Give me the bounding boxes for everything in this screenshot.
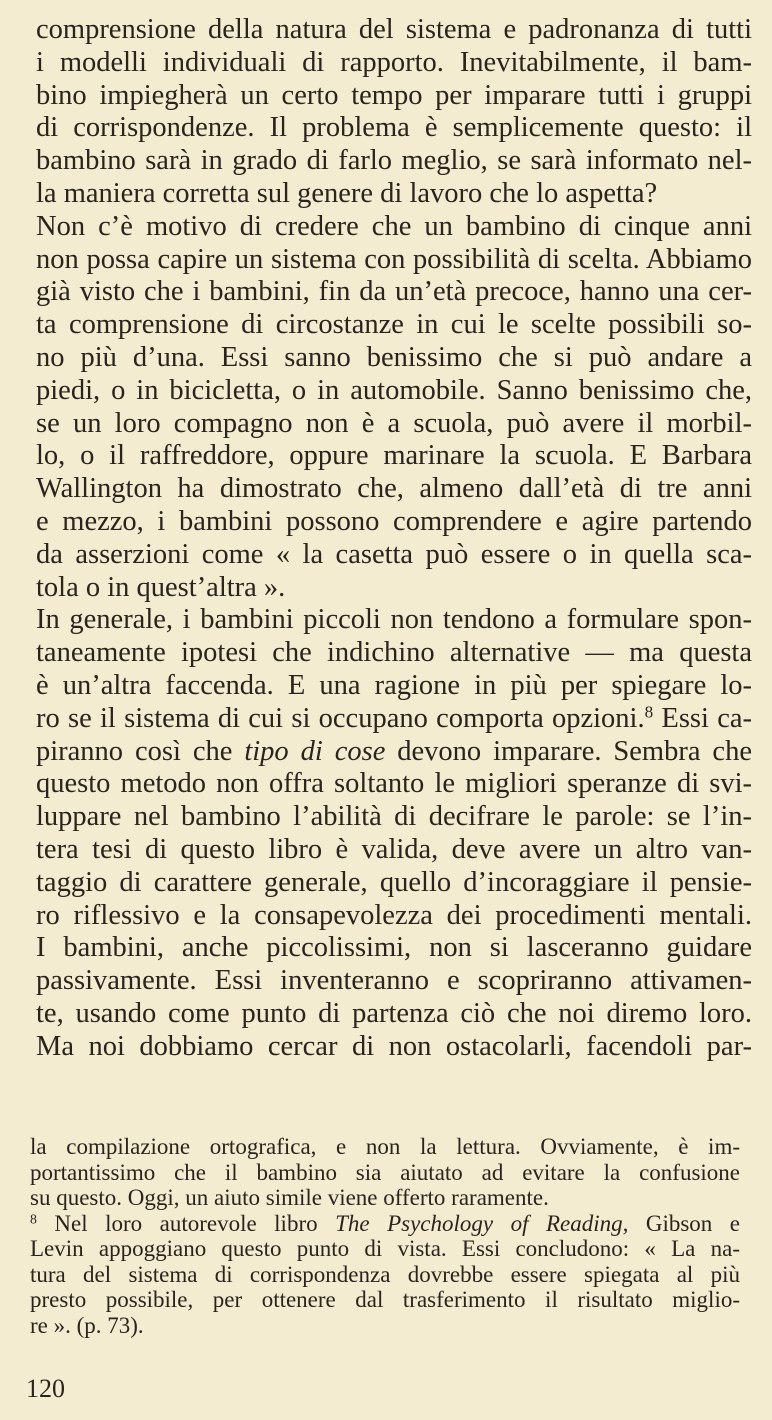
- line-text: e mezzo, i bambini possono comprendere e agire partendo: [36, 505, 752, 537]
- line-text: di corrispondenze. Il problema è semplicemente questo: il: [36, 112, 752, 144]
- text-line: [36, 112, 752, 145]
- line-text: portantissimo che il bambino sia aiutato ad evitare la confusione: [30, 1159, 740, 1185]
- line-text: Essi ca-: [653, 702, 752, 734]
- footnote-line: [30, 1287, 740, 1313]
- footnotes: [30, 1134, 740, 1338]
- text-line: [36, 867, 752, 900]
- line-text: te, usando come punto di partenza ciò che noi diremo loro.: [36, 997, 752, 1029]
- line-text: da asserzioni come « la casetta può essere o in quella sca-: [36, 538, 752, 570]
- line-text: re ». (p. 73).: [30, 1312, 144, 1338]
- line-text: piranno così che: [36, 735, 245, 767]
- line-text: bino impiegherà un certo tempo per imparare tutti i gruppi: [36, 79, 752, 111]
- line-text: già visto che i bambini, fin da un’età precoce, hanno una cer-: [36, 276, 752, 308]
- line-text: tura del sistema di corrispondenza dovrebbe essere spiegata al più: [30, 1261, 740, 1287]
- text-line: [36, 80, 752, 113]
- italic-phrase: tipo di cose: [244, 735, 386, 767]
- text-line: [36, 244, 752, 277]
- footnote-line: [30, 1211, 740, 1237]
- text-line: [36, 932, 752, 965]
- line-text: Gibson e: [628, 1210, 740, 1236]
- footnote-line: [30, 1236, 740, 1262]
- footnote-line: [30, 1185, 740, 1211]
- line-text: passivamente. Essi inventeranno e scopriranno attivamen-: [36, 965, 752, 997]
- footnote-line: [30, 1160, 740, 1186]
- line-text: la maniera corretta sul genere di lavoro che lo aspetta?: [36, 177, 658, 209]
- text-line: [36, 342, 752, 375]
- text-line: [36, 408, 752, 441]
- line-text: presto possibile, per ottenere dal trasferimento il risultato miglio-: [30, 1287, 740, 1312]
- text-line: [36, 506, 752, 539]
- line-text: taggio di carattere generale, quello d’incoraggiare il pensie-: [36, 866, 752, 898]
- line-text: In generale, i bambini piccoli non tendono a formulare spon-: [36, 604, 752, 636]
- text-line: [36, 211, 752, 244]
- text-line: [36, 14, 752, 47]
- line-text: no più d’una. Essi sanno benissimo che si può andare a: [36, 341, 752, 373]
- line-text: la compilazione ortografica, e non la lettura. Ovviamente, è im-: [30, 1134, 740, 1159]
- text-line: [36, 572, 752, 605]
- footnote-line: [30, 1313, 740, 1339]
- text-line: [36, 440, 752, 473]
- line-text: Non c’è motivo di credere che un bambino di cinque anni: [36, 210, 752, 242]
- text-line: [36, 834, 752, 867]
- text-line: [36, 801, 752, 834]
- line-text: se un loro compagno non è a scuola, può avere il morbil-: [36, 407, 752, 439]
- text-line: [36, 703, 752, 736]
- text-line: [36, 375, 752, 408]
- text-line: [36, 309, 752, 342]
- footnote-marker: 8: [644, 702, 654, 722]
- line-text: tola o in quest’altra ».: [36, 571, 286, 603]
- italic-title: The Psychology of Reading,: [335, 1210, 629, 1236]
- line-text: ta comprensione di circostanze in cui le scelte possibili so-: [36, 309, 752, 341]
- text-line: [36, 900, 752, 933]
- text-line: [36, 539, 752, 572]
- text-line: [36, 145, 752, 178]
- line-text: Nel loro autorevole libro: [36, 1210, 336, 1236]
- text-line: [36, 965, 752, 998]
- text-line: [36, 1031, 752, 1064]
- line-text: su questo. Oggi, un aiuto simile viene offerto raramente.: [30, 1185, 549, 1210]
- line-text: è un’altra faccenda. E una ragione in più per spiegare lo-: [36, 669, 752, 701]
- footnote-line: [30, 1134, 740, 1160]
- line-text: Ma noi dobbiamo cercar di non ostacolarli, facendoli par-: [36, 1030, 752, 1062]
- text-line: [36, 276, 752, 309]
- line-text: bambino sarà in grado di farlo meglio, se sarà informato nel-: [36, 145, 752, 177]
- page-number: 120: [26, 1374, 65, 1403]
- line-text: ro se il sistema di cui si occupano comporta opzioni.: [36, 702, 645, 734]
- text-line: [36, 768, 752, 801]
- line-text: taneamente ipotesi che indichino alternative — ma questa: [36, 637, 752, 669]
- text-line: [36, 473, 752, 506]
- line-text: Wallington ha dimostrato che, almeno dall’età di tre anni: [36, 473, 752, 505]
- footnote-line: [30, 1262, 740, 1288]
- line-text: ro riflessivo e la consapevolezza dei procedimenti mentali.: [36, 899, 752, 931]
- text-line: [36, 670, 752, 703]
- line-text: i modelli individuali di rapporto. Inevitabilmente, il bam-: [36, 46, 752, 78]
- line-text: non possa capire un sistema con possibilità di scelta. Abbiamo: [36, 243, 752, 275]
- text-line: [36, 637, 752, 670]
- text-line: [36, 47, 752, 80]
- text-line: [36, 178, 752, 211]
- footnote-marker: 8: [30, 1210, 37, 1226]
- text-line: [36, 604, 752, 637]
- line-text: lo, o il raffreddore, oppure marinare la scuola. E Barbara: [36, 440, 752, 472]
- body-text: [36, 14, 752, 1064]
- line-text: devono imparare. Sembra che: [385, 735, 752, 767]
- line-text: comprensione della natura del sistema e padronanza di tutti: [36, 14, 752, 45]
- line-text: tera tesi di questo libro è valida, deve avere un altro van-: [36, 833, 752, 865]
- text-line: [36, 736, 752, 769]
- line-text: luppare nel bambino l’abilità di decifrare le parole: se l’in-: [36, 801, 752, 833]
- line-text: Levin appoggiano questo punto di vista. Essi concludono: « La na-: [30, 1236, 740, 1261]
- text-line: [36, 998, 752, 1031]
- line-text: questo metodo non offra soltanto le migliori speranze di svi-: [36, 768, 752, 800]
- line-text: piedi, o in bicicletta, o in automobile. Sanno benissimo che,: [36, 374, 752, 406]
- line-text: I bambini, anche piccolissimi, non si lasceranno guidare: [36, 932, 752, 964]
